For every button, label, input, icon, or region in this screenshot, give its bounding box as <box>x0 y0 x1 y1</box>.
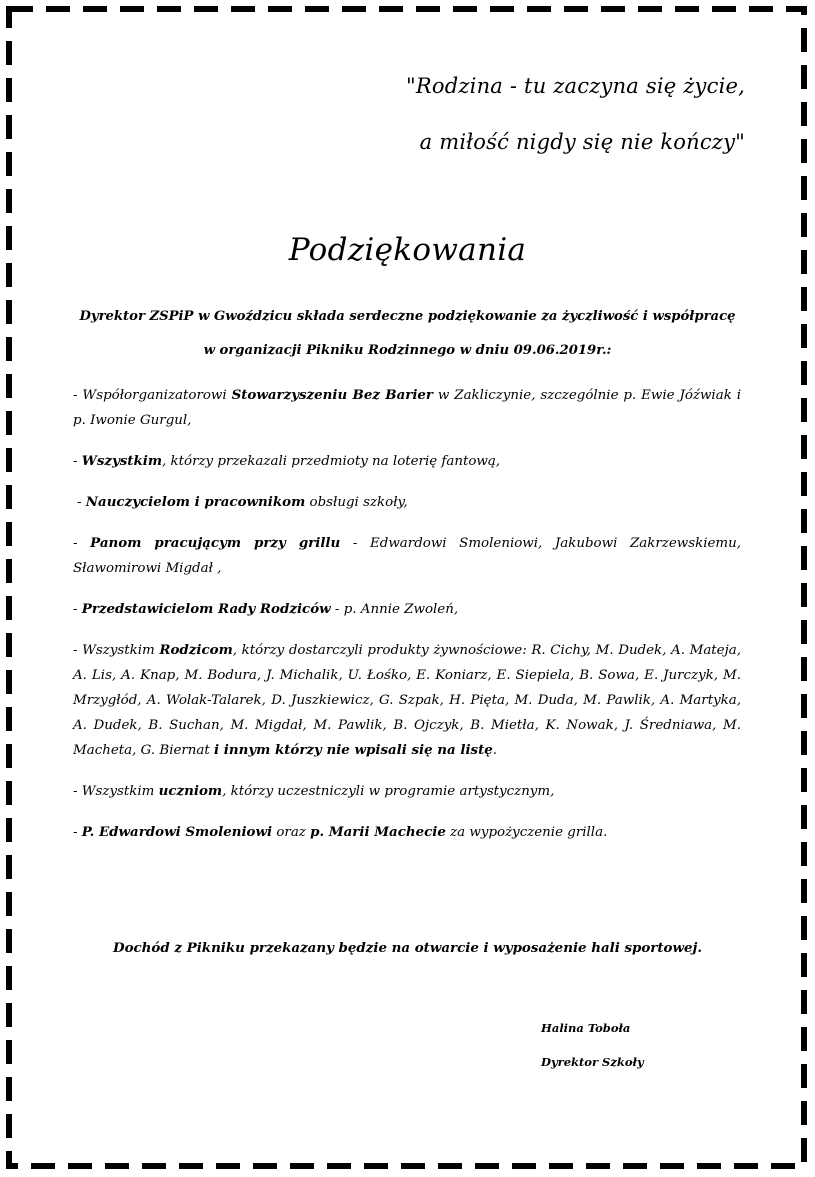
item-text: - Współorganizatorowi <box>73 388 232 403</box>
item-text: obsługi szkoły, <box>305 495 408 510</box>
item-text: - <box>73 454 82 469</box>
list-item-parents <box>73 638 741 763</box>
list-item-grill-lenders <box>73 820 741 845</box>
list-item-everyone <box>73 449 741 474</box>
item-bold-text: Stowarzyszeniu Bez Barier <box>231 387 433 403</box>
item-bold-text: Rodzicom <box>159 642 233 658</box>
item-bold-text: p. Marii Machecie <box>310 824 446 840</box>
signature-name: Halina Toboła <box>541 1021 631 1035</box>
motto-line-1: "Rodzina - tu zaczyna się życie, <box>406 74 745 98</box>
acknowledgement-list <box>73 383 741 861</box>
page-title: Podziękowania <box>288 232 527 268</box>
item-text: - p. Annie Zwoleń, <box>330 602 459 617</box>
list-item-grill-team <box>73 531 741 581</box>
closing-statement: Dochód z Pikniku przekazany będzie na otwarcie i wyposażenie hali sportowej. <box>112 940 703 956</box>
item-text: oraz <box>272 825 311 840</box>
item-text: - <box>77 495 86 510</box>
signature-role: Dyrektor Szkoły <box>541 1055 644 1069</box>
intro-line-2: w organizacji Pikniku Rodzinnego w dniu 09.06.2019r.: <box>203 343 612 358</box>
intro-paragraph <box>60 300 755 368</box>
item-bold-text: Nauczycielom i pracownikom <box>85 494 306 510</box>
list-item-co-organizer <box>73 383 741 433</box>
item-text: w Zakliczynie, szczególnie p. Ewie Jóźwiak i p. Iwonie Gurgul, <box>73 388 742 428</box>
item-text: - <box>73 602 82 617</box>
item-text: - <box>73 536 91 551</box>
list-item-parents-council <box>73 597 741 622</box>
item-text: za wypożyczenie grilla. <box>445 825 608 840</box>
item-text: - Wszystkim <box>73 643 160 658</box>
item-text: - Edwardowi Smoleniowi, Jakubowi Zakrzewskiemu, Sławomirowi Migdał , <box>73 536 741 576</box>
item-text: , którzy dostarczyli produkty żywnościowe: R. Cichy, M. Dudek, A. Mateja, A. Lis, A. Knap, M. Bodura, J. Michalik, U. Łośko, E. Koniarz, E. Siepiela, B. Sowa, E. Jurczyk, M. Mrzygłód, A. Wolak-Talarek, D. Juszkiewicz, G. Szpak, H. Pięta, M. Duda, M. Pawlik, A. Martyka, A. Dudek, B. Suchan, M. Migdał, M. Pawlik, B. Ojczyk, B. Mietła, K. Nowak, J. Średniawa, M. Macheta, G. Biernat <box>73 643 741 758</box>
item-bold-text: i innym którzy nie wpisali się na listę <box>214 742 493 758</box>
item-bold-text: Przedstawicielom Rady Rodziców <box>81 601 331 617</box>
item-text: , którzy uczestniczyli w programie artystycznym, <box>222 784 555 799</box>
item-bold-text: P. Edwardowi Smoleniowi <box>81 824 273 840</box>
list-item-students <box>73 779 741 804</box>
item-bold-text: Panom pracującym przy grillu <box>90 535 341 551</box>
list-item-teachers <box>77 490 741 515</box>
item-text: - <box>73 825 82 840</box>
item-bold-text: uczniom <box>158 783 223 799</box>
item-text: , którzy przekazali przedmioty na loterię fantową, <box>162 454 501 469</box>
motto-line-2: a miłość nigdy się nie kończy" <box>419 130 745 154</box>
item-text: - Wszystkim <box>73 784 159 799</box>
item-text: . <box>492 743 498 758</box>
intro-line-1: Dyrektor ZSPiP w Gwoździcu składa serdeczne podziękowanie za życzliwość i współpracę <box>79 309 736 324</box>
item-bold-text: Wszystkim <box>81 453 163 469</box>
